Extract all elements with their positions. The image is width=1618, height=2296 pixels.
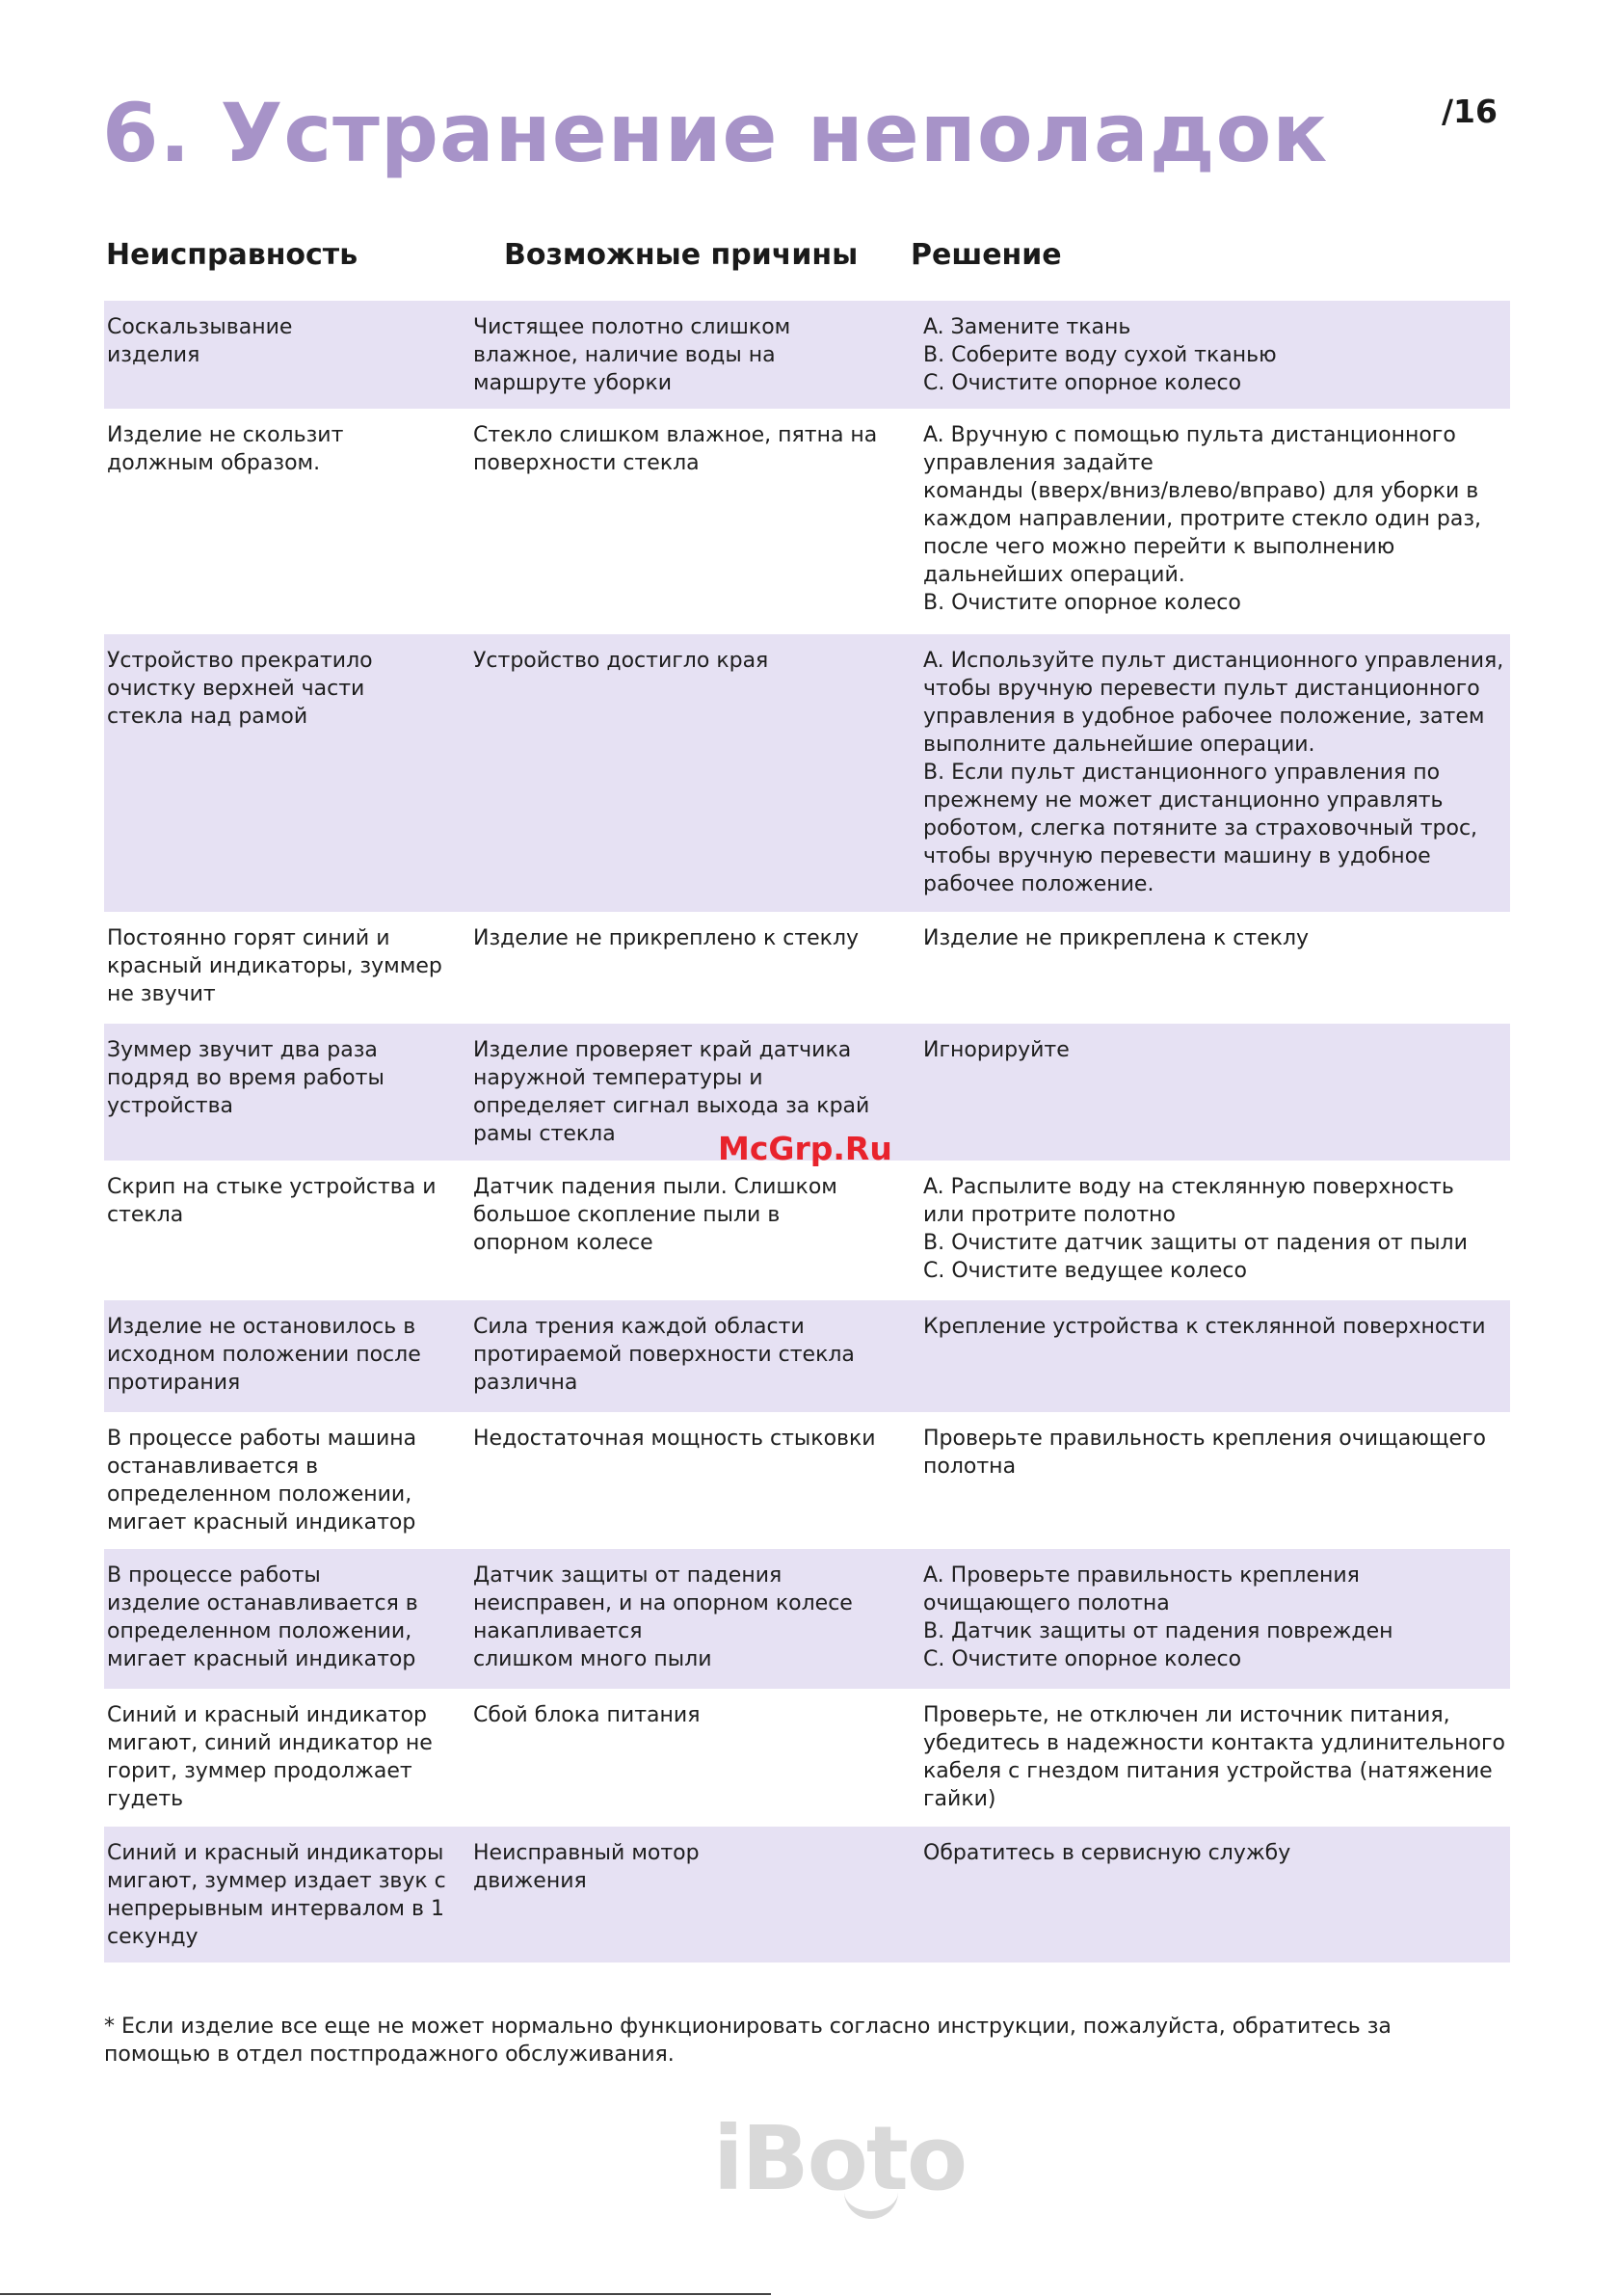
table-row bbox=[104, 1412, 1510, 1549]
cause-cell: Устройство достигло края bbox=[473, 649, 769, 673]
cause-cell: Сила трения каждой области протираемой поверхности стекла различна bbox=[473, 1315, 855, 1395]
fault-cell: Скрип на стыке устройства и стекла bbox=[107, 1175, 437, 1227]
column-header-solution: Решение bbox=[911, 238, 1062, 272]
bottom-divider bbox=[0, 2293, 771, 2295]
cause-cell: Изделие не прикреплено к стеклу bbox=[473, 926, 860, 950]
cause-cell: Стекло слишком влажное, пятна на поверхности стекла bbox=[473, 423, 878, 475]
solution-cell: A. Вручную с помощью пульта дистанционного управления задайте команды (вверх/вниз/влево/вправо) для уборки в каждом направлении, протрите стекло один раз, после чего можно перейти к выполнению дальнейших операций. B. Очистите опорное колесо bbox=[923, 423, 1482, 615]
column-header-cause: Возможные причины bbox=[504, 238, 859, 272]
fault-cell: Изделие не скользит должным образом. bbox=[107, 423, 344, 475]
footnote: * Если изделие все еще не может нормально функционировать согласно инструкции, пожалуйста, обратитесь за помощью в отдел постпродажного обслуживания. bbox=[104, 2015, 1392, 2067]
table-row bbox=[104, 634, 1510, 912]
fault-cell: Зуммер звучит два раза подряд во время работы устройства bbox=[107, 1038, 385, 1118]
solution-cell: Игнорируйте bbox=[923, 1038, 1070, 1062]
fault-cell: Соскальзывание изделия bbox=[107, 315, 293, 367]
table-row bbox=[104, 301, 1510, 409]
fault-cell: Постоянно горят синий и красный индикаторы, зуммер не звучит bbox=[107, 926, 442, 1006]
fault-cell: Устройство прекратило очистку верхней части стекла над рамой bbox=[107, 649, 373, 729]
fault-cell: Синий и красный индикатор мигают, синий индикатор не горит, зуммер продолжает гудеть bbox=[107, 1703, 433, 1811]
solution-cell: A. Распылите воду на стеклянную поверхность или протрите полотно B. Очистите датчик защиты от падения от пыли C. Очистите ведущее колесо bbox=[923, 1175, 1468, 1283]
cause-cell: Чистящее полотно слишком влажное, наличие воды на маршруте уборки bbox=[473, 315, 791, 395]
table-row bbox=[104, 1161, 1510, 1300]
page-title: 6. Устранение неполадок bbox=[102, 86, 1329, 180]
solution-cell: Изделие не прикреплена к стеклу bbox=[923, 926, 1310, 950]
logo-smile-icon bbox=[844, 2190, 898, 2219]
fault-cell: Изделие не остановилось в исходном положении после протирания bbox=[107, 1315, 421, 1395]
solution-cell: A. Замените ткань B. Соберите воду сухой тканью C. Очистите опорное колесо bbox=[923, 315, 1277, 395]
solution-cell: Проверьте, не отключен ли источник питания, убедитесь в надежности контакта удлинительного кабеля с гнездом питания устройства (натяжение гайки) bbox=[923, 1703, 1505, 1811]
cause-cell: Сбой блока питания bbox=[473, 1703, 701, 1727]
cause-cell: Датчик защиты от падения неисправен, и на опорном колесе накапливается слишком много пыли bbox=[473, 1563, 853, 1671]
table-row bbox=[104, 1827, 1510, 1962]
brand-logo: iBoto bbox=[713, 2107, 967, 2210]
table-row bbox=[104, 912, 1510, 1024]
cause-cell: Недостаточная мощность стыковки bbox=[473, 1427, 876, 1451]
table-row bbox=[104, 1300, 1510, 1412]
watermark-text: McGrp.Ru bbox=[718, 1130, 892, 1167]
cause-cell: Неисправный мотор движения bbox=[473, 1841, 700, 1893]
table-row bbox=[104, 1689, 1510, 1827]
fault-cell: Синий и красный индикаторы мигают, зуммер издает звук с непрерывным интервалом в 1 секунду bbox=[107, 1841, 446, 1949]
page-number: /16 bbox=[1442, 93, 1498, 130]
fault-cell: В процессе работы машина останавливается в определенном положении, мигает красный индикатор bbox=[107, 1427, 417, 1535]
solution-cell: Обратитесь в сервисную службу bbox=[923, 1841, 1291, 1865]
cause-cell: Изделие проверяет край датчика наружной температуры и определяет сигнал выхода за край рамы стекла bbox=[473, 1038, 870, 1146]
cause-cell: Датчик падения пыли. Слишком большое скопление пыли в опорном колесе bbox=[473, 1175, 837, 1255]
solution-cell: Проверьте правильность крепления очищающего полотна bbox=[923, 1427, 1487, 1479]
table-header bbox=[0, 235, 1618, 276]
solution-cell: A. Используйте пульт дистанционного управления, чтобы вручную перевести пульт дистанционного управления в удобное рабочее положение, затем выполните дальнейшие операции. B. Если пульт дистанционного управления по прежнему не может дистанционно управлять роботом, слегка потяните за страховочный трос, чтобы вручную перевести машину в удобное рабочее положение. bbox=[923, 649, 1504, 896]
solution-cell: Крепление устройства к стеклянной поверхности bbox=[923, 1315, 1486, 1339]
fault-cell: В процессе работы изделие останавливается в определенном положении, мигает красный индикатор bbox=[107, 1563, 418, 1671]
table-row bbox=[104, 409, 1510, 634]
table-row bbox=[104, 1549, 1510, 1689]
solution-cell: A. Проверьте правильность крепления очищающего полотна B. Датчик защиты от падения поврежден C. Очистите опорное колесо bbox=[923, 1563, 1393, 1671]
column-header-fault: Неисправность bbox=[106, 238, 358, 272]
